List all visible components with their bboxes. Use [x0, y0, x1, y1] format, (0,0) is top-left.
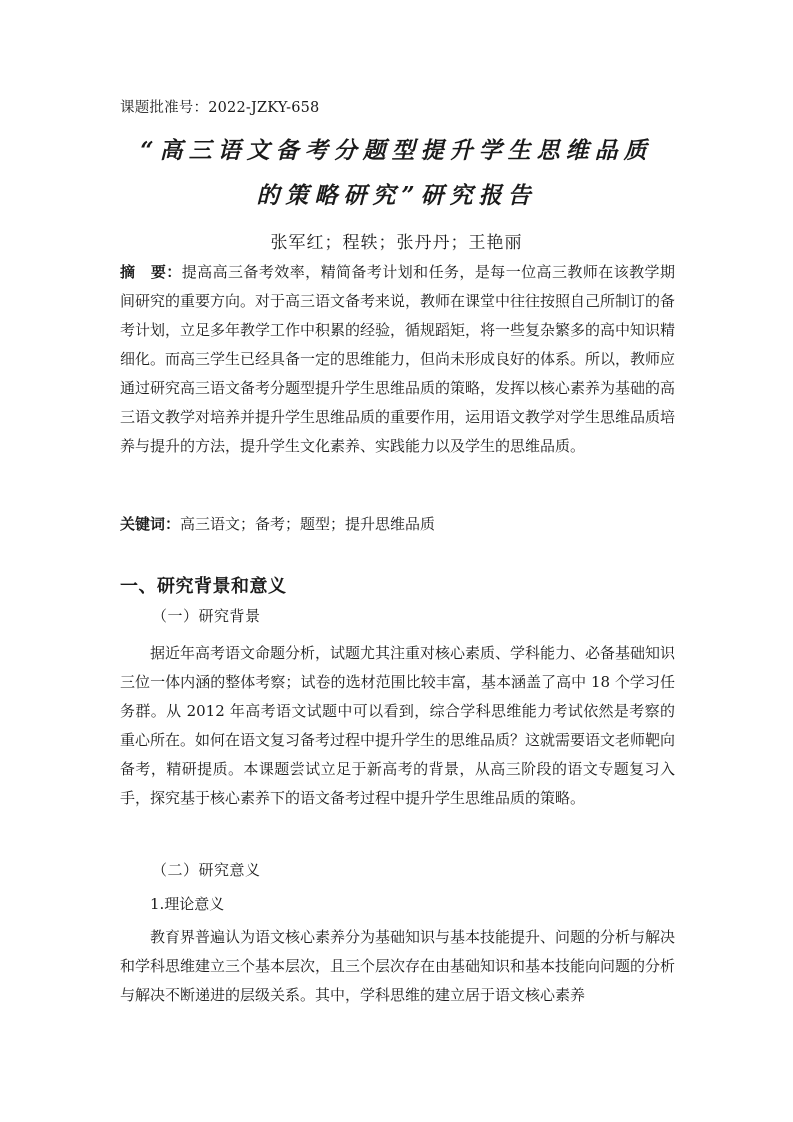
theory-paragraph: 教育界普遍认为语文核心素养分为基础知识与基本技能提升、问题的分析与解决和学科思维建立三个基本层次，且三个层次存在由基础知识和基本技能向问题的分析与解决不断递进的层级关系。其中，学科思维的建立居于语文核心素养: [120, 928, 676, 1004]
authors: 张军红；程轶；张丹丹；王艳丽: [270, 233, 523, 253]
report-title-line-2: 的策略研究”研究报告: [256, 182, 537, 209]
approval-number: 课题批准号：2022-JZKY-658: [120, 100, 320, 116]
keywords-text: 高三语文；备考；题型；提升思维品质: [180, 515, 436, 533]
abstract-text: 提高高三备考效率，精简备考计划和任务，是每一位高三教师在该教学期间研究的重要方向。对于高三语文备考来说，教师在课堂中往往按照自己所制订的备考计划，立足多年教学工作中积累的经验，循规蹈矩，将一些复杂繁多的高中知识精细化。而高三学生已经具备一定的思维能力，但尚未形成良好的体系。所以，教师应通过研究高三语文备考分题型提升学生思维品质的策略，发挥以核心素养为基础的高三语文教学对培养并提升学生思维品质的重要作用，运用语文教学对学生思维品质培养与提升的方法，提升学生文化素养、实践能力以及学生的思维品质。: [120, 263, 676, 455]
background-paragraph: 据近年高考语文命题分析，试题尤其注重对核心素质、学科能力、必备基础知识三位一体内涵的整体考察；试卷的选材范围比较丰富，基本涵盖了高中 18 个学习任务群。从 2012 年高考语文试题中可以看到，综合学科思维能力考试依然是考察的重心所在。如何在语文复习备考过程中提升学生的思维品质？这就需要语文老师靶向备考，精研提质。本课题尝试立足于新高考的背景，从高三阶段的语文专题复习入手，探究基于核心素养下的语文备考过程中提升学生思维品质的策略。: [120, 644, 676, 807]
item-heading-theory: 1.理论意义: [150, 895, 225, 913]
keywords: [120, 513, 435, 534]
abstract-label: 摘 要：: [120, 263, 182, 281]
report-title-line-1: “高三语文备考分题型提升学生思维品质: [140, 137, 653, 164]
section-heading: 一、研究背景和意义: [120, 576, 287, 597]
abstract: [120, 258, 675, 461]
subsection-heading-background: （一）研究背景: [152, 607, 261, 625]
keywords-label: 关键词：: [120, 515, 181, 533]
subsection-heading-significance: （二）研究意义: [152, 861, 261, 879]
